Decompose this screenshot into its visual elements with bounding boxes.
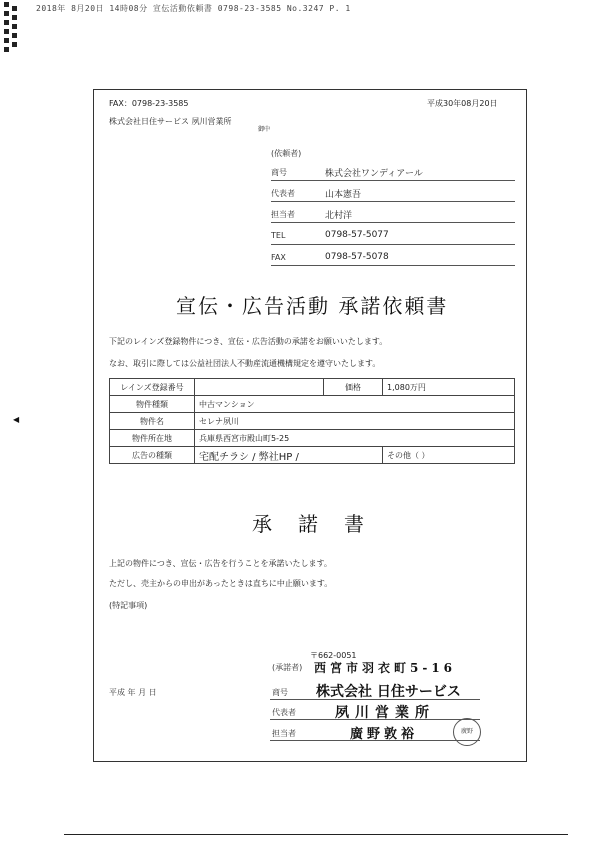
property-name-label: 物件名 [110,413,195,430]
special-notes-label: (特記事項) [109,601,148,610]
requester-row-line [271,201,515,202]
requester-tel-label: TEL [271,231,286,240]
requester-fax-label: FAX [271,253,286,262]
left-marker-icon: ◀ [13,415,20,424]
consent-text-line-1: 上記の物件につき、宣伝・広告を行うことを承諾いたします。 [109,559,332,568]
approver-company-label: 商号 [272,688,288,697]
ad-type-label: 広告の種類 [110,447,195,464]
price-label: 価格 [324,379,383,396]
recipient-suffix: 御中 [258,126,271,133]
requester-staff-label: 担当者 [271,210,295,219]
requester-heading: (依頼者) [271,149,302,158]
requester-tel-value: 0798-57-5077 [325,230,389,240]
table-row [110,447,515,464]
consent-date: 平成 年 月 日 [109,688,157,697]
requester-row-line [271,222,515,223]
approver-postal-code: 〒662-0051 [310,651,357,660]
reins-number-label: レインズ登録番号 [110,379,195,396]
consent-title: 承諾書 [252,512,390,536]
table-row [110,430,515,447]
fax-to-number: FAX：0798-23-3585 [109,99,189,108]
table-row [110,413,515,430]
property-type-label: 物件種類 [110,396,195,413]
property-table [109,378,515,464]
approver-address: 西宮市羽衣町5-16 [314,661,457,675]
approver-row-line [270,719,480,720]
bottom-rule [64,834,568,835]
approver-staff-value: 廣野敦裕 [350,727,419,742]
approver-staff-label: 担当者 [272,729,296,738]
ad-type-other: その他（ ） [383,447,515,464]
approver-rep-label: 代表者 [272,708,296,717]
property-type-value: 中古マンション [195,396,515,413]
requester-company-label: 商号 [271,168,287,177]
property-location-label: 物件所在地 [110,430,195,447]
approver-company-value: 株式会社 日住サービス [316,684,461,700]
request-title: 宣伝・広告活動 承諾依頼書 [176,294,449,318]
property-location-value: 兵庫県西宮市殿山町5-25 [195,430,515,447]
fax-transmission-header: 2018年 8月20日 14時08分 宣伝活動依頼書 0798-23-3585 No.3247 P. 1 [36,4,351,13]
reins-number-value [195,379,324,396]
requester-row-line [271,244,515,245]
request-text-line-2: なお、取引に際しては公益社団法人不動産流通機構規定を遵守いたします。 [109,359,381,368]
approver-label: (承諾者) [272,663,303,672]
requester-rep-label: 代表者 [271,189,295,198]
requester-row-line [271,265,515,266]
property-name-value: セレナ夙川 [195,413,515,430]
table-row [110,396,515,413]
fax-checker-mark [4,2,18,54]
requester-fax-value: 0798-57-5078 [325,252,389,262]
recipient-company: 株式会社日住サービス 夙川営業所 [109,117,232,126]
consent-text-line-2: ただし、売主からの申出があったときは直ちに中止願います。 [109,579,333,588]
requester-row-line [271,180,515,181]
requester-staff-value: 北村洋 [325,211,353,221]
price-value: 1,080万円 [383,379,515,396]
table-row [110,379,515,396]
request-text-line-1: 下記のレインズ登録物件につき、宣伝・広告活動の承諾をお願いいたします。 [109,337,388,346]
approver-rep-value: 夙川営業所 [335,705,435,721]
approver-row-line [270,699,480,700]
requester-company-value: 株式会社ワンディアール [325,169,423,179]
personal-seal: 廣野 [453,718,481,746]
approver-row-line [270,740,480,741]
document-date: 平成30年08月20日 [427,99,498,108]
requester-rep-value: 山本憲吾 [325,190,362,200]
ad-type-value: 宅配チラシ / 弊社HP / [195,447,383,464]
